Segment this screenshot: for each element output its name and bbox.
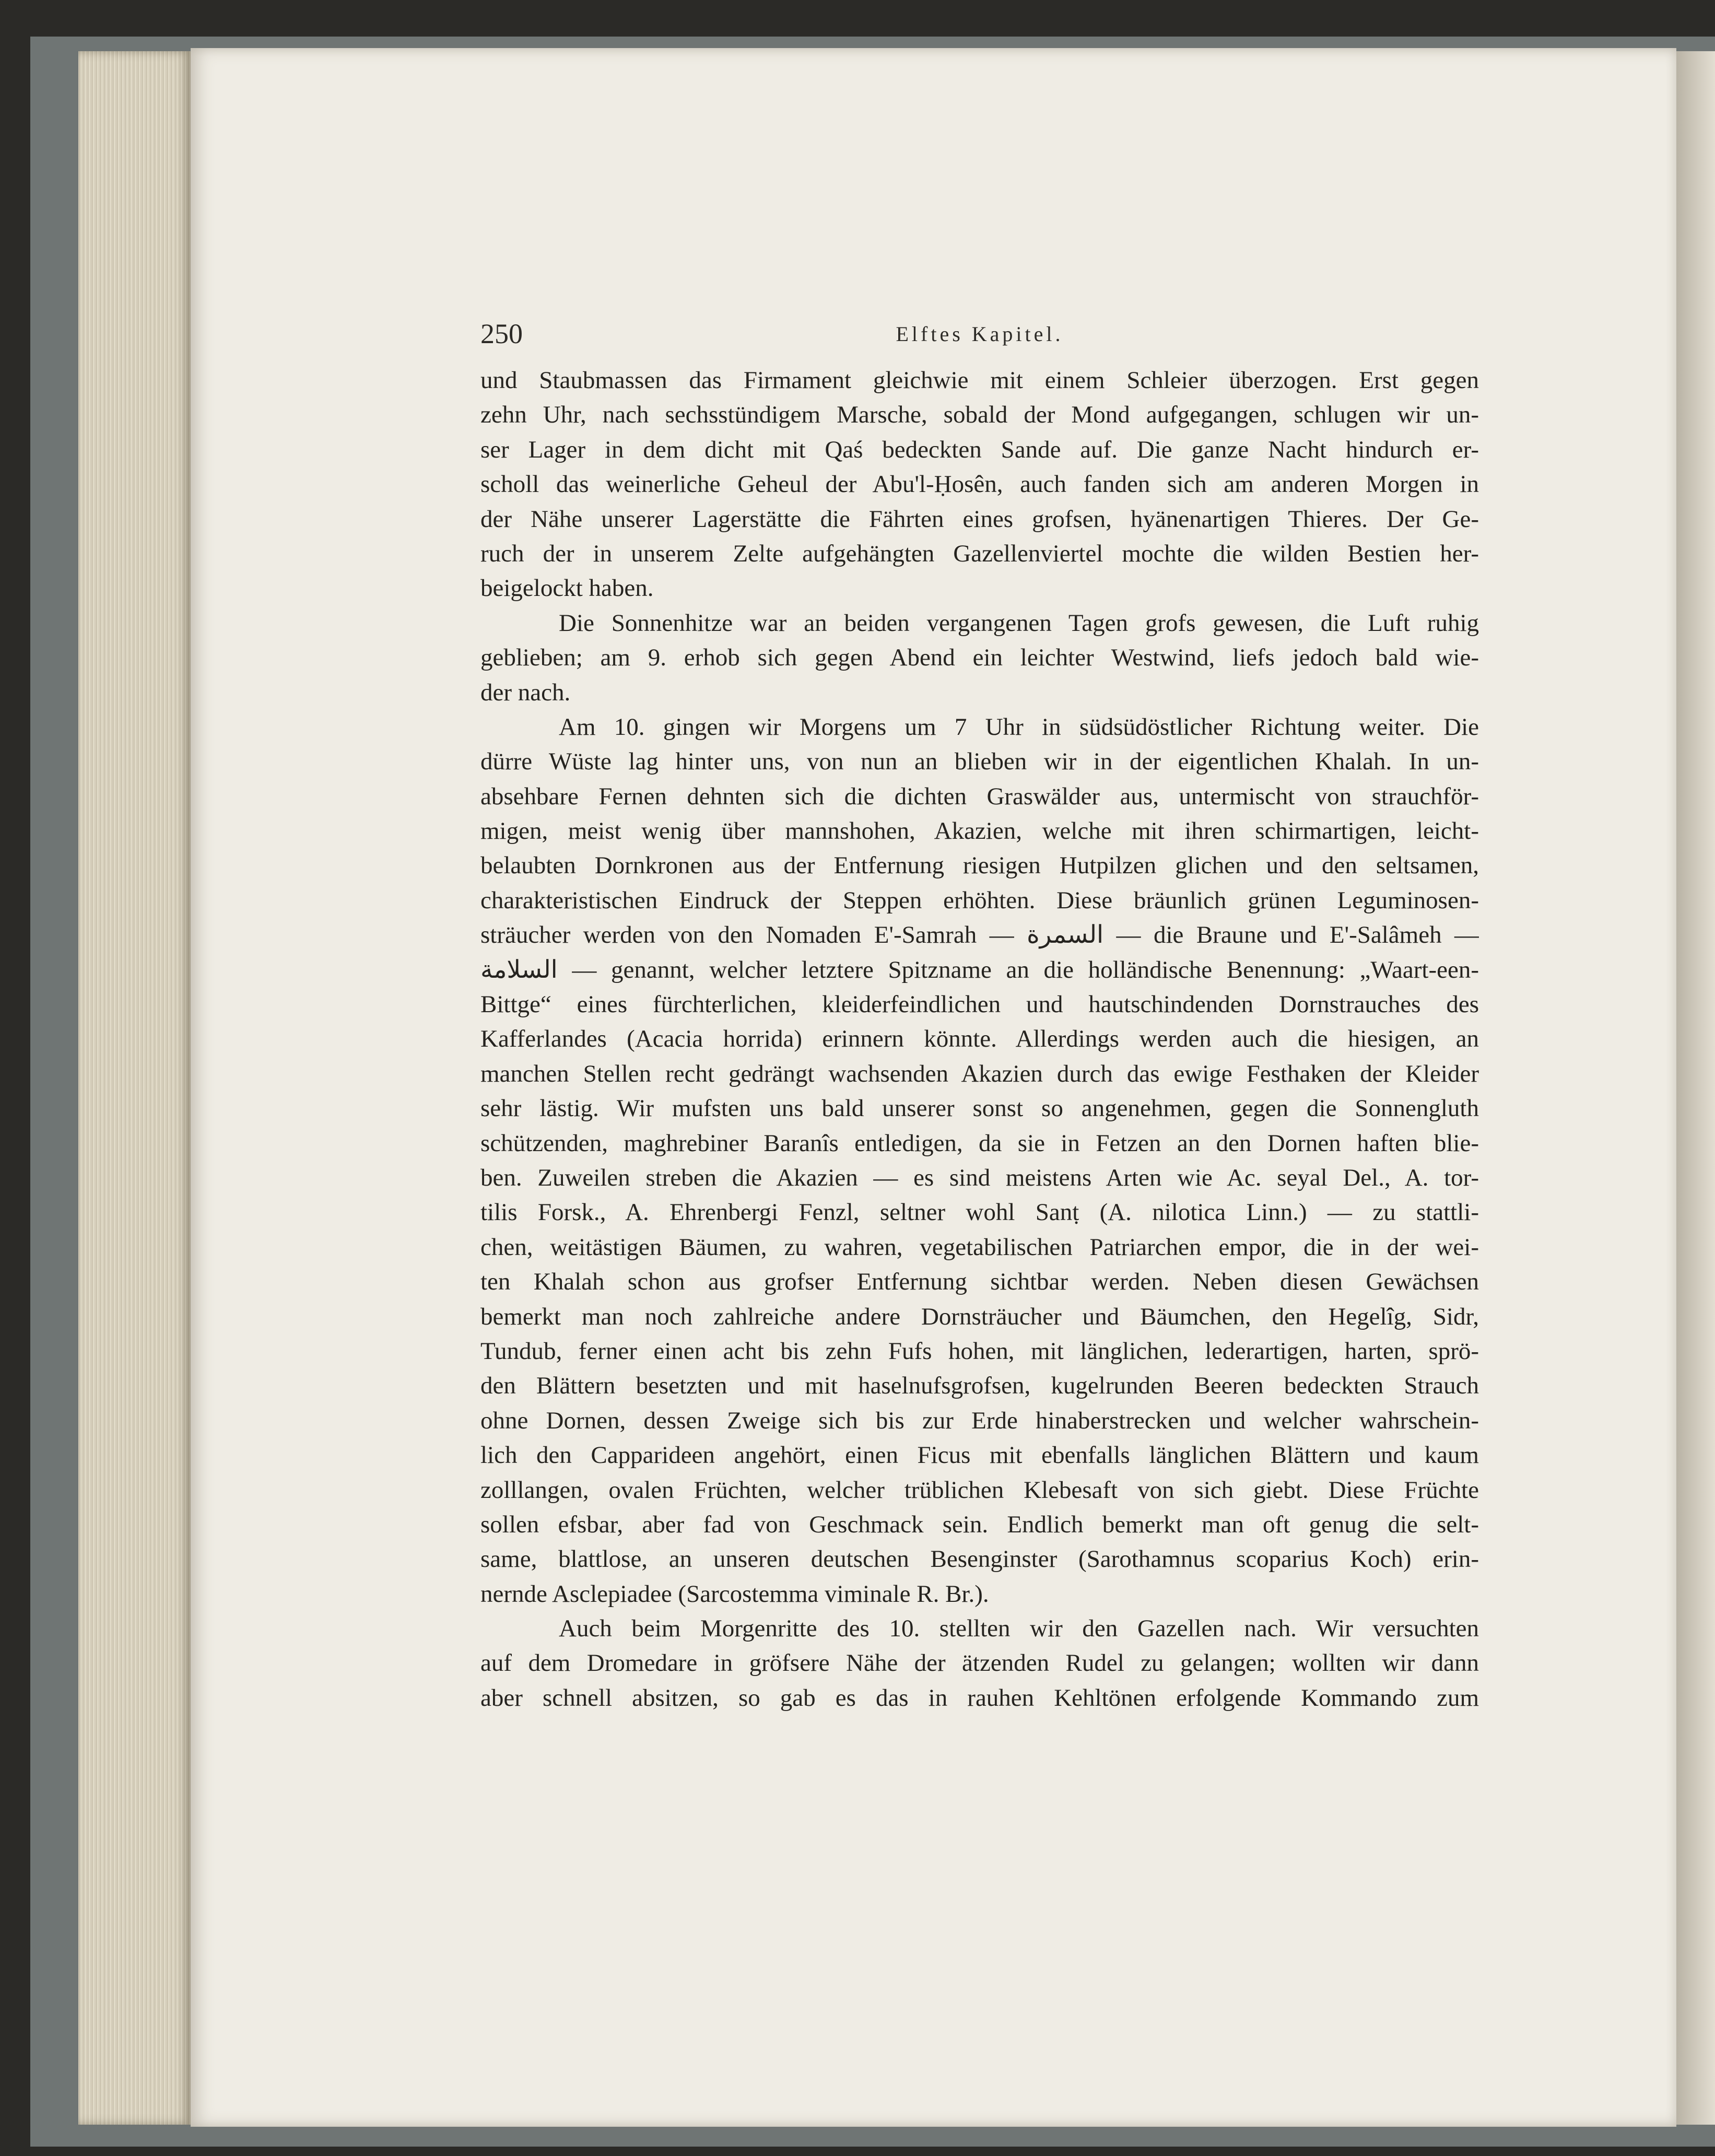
text-line: auf dem Dromedare in gröfsere Nähe der ätzenden Rudel zu gelangen; wollten wir dann [480,1649,1479,1677]
text-line: und Staubmassen das Firmament gleichwie mit einem Schleier überzogen. Erst gegen [480,367,1479,394]
text-line: zolllangen, ovalen Früchten, welcher trüblichen Klebesaft von sich giebt. Diese Früchte [480,1476,1479,1504]
text-line: den Blättern besetzten und mit haselnufsgrofsen, kugelrunden Beeren bedeckten Strauch [480,1372,1479,1400]
text-line: tilis Forsk., A. Ehrenbergi Fenzl, seltner wohl Sanṭ (A. nilotica Linn.) — zu stattli- [480,1199,1479,1226]
page-header [480,318,1479,354]
text-line: aber schnell absitzen, so gab es das in rauhen Kehltönen erfolgende Kommando zum [480,1684,1479,1712]
text-line: same, blattlose, an unseren deutschen Besenginster (Sarothamnus scoparius Koch) erin- [480,1545,1479,1573]
text-line: dürre Wüste lag hinter uns, von nun an blieben wir in der eigentlichen Khalah. In un- [480,748,1479,776]
text-line: Kafferlandes (Acacia horrida) erinnern könnte. Allerdings werden auch die hiesigen, an [480,1025,1479,1053]
text-line: Die Sonnenhitze war an beiden vergangenen Tagen grofs gewesen, die Luft ruhig [559,609,1479,637]
text-line: zehn Uhr, nach sechsstündigem Marsche, sobald der Mond aufgegangen, schlugen wir un- [480,401,1479,429]
text-line: charakteristischen Eindruck der Steppen erhöhten. Diese bräunlich grünen Leguminosen- [480,886,1479,914]
text-line: belaubten Dornkronen aus der Entfernung riesigen Hutpilzen glichen und den seltsamen, [480,852,1479,880]
text-line: geblieben; am 9. erhob sich gegen Abend ein leichter Westwind, liefs jedoch bald wie- [480,644,1479,672]
page-edges [78,51,191,2125]
text-line: ruch der in unserem Zelte aufgehängten Gazellenviertel mochte die wilden Bestien her- [480,540,1479,567]
text-line: ohne Dornen, dessen Zweige sich bis zur Erde hinaberstrecken und welcher wahrschein- [480,1407,1479,1434]
text-line: ben. Zuweilen streben die Akazien — es sind meistens Arten wie Ac. seyal Del., A. tor- [480,1164,1479,1191]
text-line: schützenden, maghrebiner Baranîs entledigen, da sie in Fetzen an den Dornen haften blie- [480,1129,1479,1157]
text-line: sträucher werden von den Nomaden E'-Samrah — السمرة — die Braune und E'-Salâmeh — [480,921,1479,949]
text-line: ten Khalah schon aus grofser Entfernung sichtbar werden. Neben diesen Gewächsen [480,1268,1479,1296]
text-line: chen, weitästigen Bäumen, zu wahren, vegetabilischen Patriarchen empor, die in der wei- [480,1233,1479,1261]
text-line: manchen Stellen recht gedrängt wachsenden Akazien durch das ewige Festhaken der Kleider [480,1060,1479,1087]
page-number: 250 [480,318,523,349]
text-line: Auch beim Morgenritte des 10. stellten wir den Gazellen nach. Wir versuchten [559,1615,1479,1643]
text-line: sehr lästig. Wir mufsten uns bald unserer sonst so angenehmen, gegen die Sonnengluth [480,1095,1479,1122]
text-line: Am 10. gingen wir Morgens um 7 Uhr in südsüdöstlicher Richtung weiter. Die [559,713,1479,741]
text-line: nernde Asclepiadee (Sarcostemma viminale R. Br.). [480,1580,989,1608]
text-line: السلامة — genannt, welcher letztere Spitzname an die holländische Benennung: „Waart-een- [480,956,1479,983]
text-line: migen, meist wenig über mannshohen, Akazien, welche mit ihren schirmartigen, leicht- [480,817,1479,845]
text-line: scholl das weinerliche Geheul der Abu'l-Ḥosên, auch fanden sich am anderen Morgen in [480,471,1479,498]
text-line: der nach. [480,678,571,706]
text-line: Bittge“ eines fürchterlichen, kleiderfeindlichen und hautschindenden Dornstrauches des [480,991,1479,1018]
text-line: absehbare Fernen dehnten sich die dichten Graswälder aus, untermischt von strauchför- [480,782,1479,810]
text-line: sollen efsbar, aber fad von Geschmack sein. Endlich bemerkt man oft genug die selt- [480,1510,1479,1538]
text-line: lich den Capparideen angehört, einen Ficus mit ebenfalls länglichen Blättern und kaum [480,1442,1479,1469]
text-line: bemerkt man noch zahlreiche andere Dornsträucher und Bäumchen, den Hegelîg, Sidr, [480,1303,1479,1330]
text-line: der Nähe unserer Lagerstätte die Fährten eines grofsen, hyänenartigen Thieres. Der Ge- [480,505,1479,533]
text-line: beigelockt haben. [480,575,654,602]
facing-page-edge [1676,51,1715,2125]
text-line: Tundub, ferner einen acht bis zehn Fufs hohen, mit länglichen, lederartigen, harten, sprö- [480,1337,1479,1365]
body-text [480,363,1479,1715]
running-head: Elftes Kapitel. [896,322,1064,346]
text-line: ser Lager in dem dicht mit Qaś bedeckten Sande auf. Die ganze Nacht hindurch er- [480,436,1479,463]
